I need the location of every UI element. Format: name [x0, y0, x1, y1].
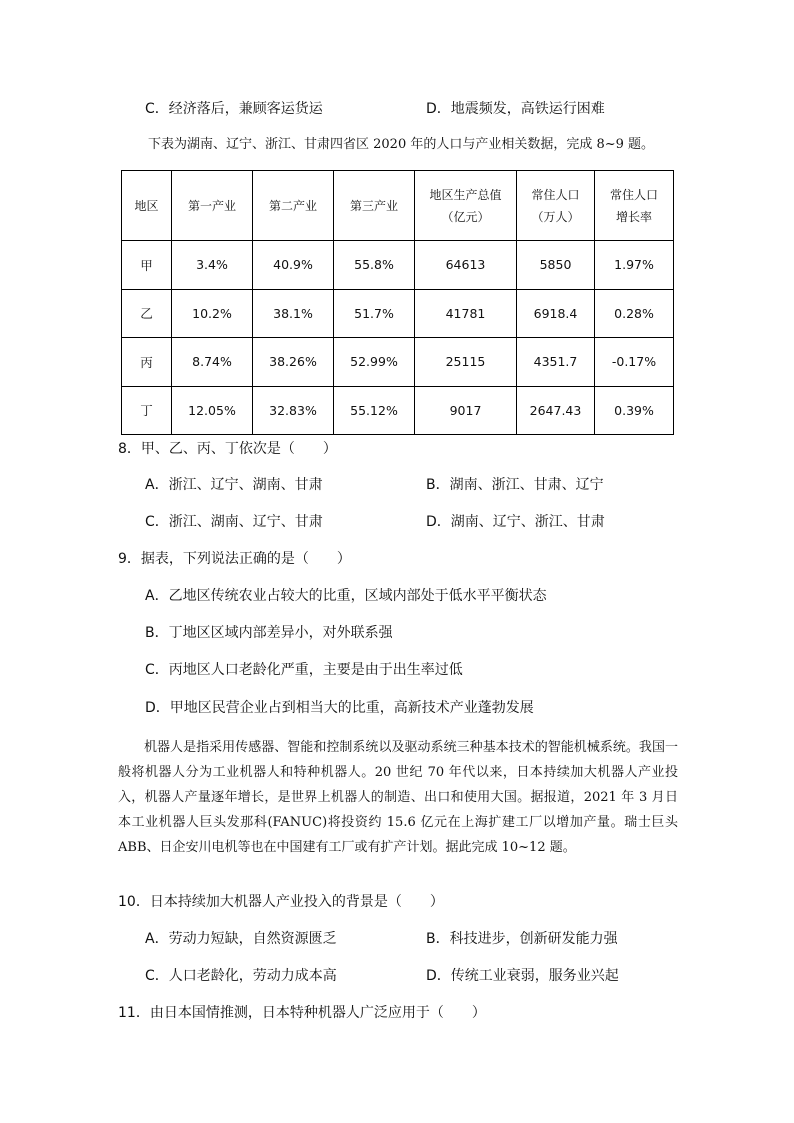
table-cell: 55.8% [334, 241, 415, 290]
table-cell: 6918.4 [517, 289, 595, 338]
header-gdp-line1: 地区生产总值 [429, 187, 502, 202]
table-cell: 4351.7 [517, 338, 595, 387]
header-gdp [415, 171, 517, 241]
q8-option-a: A．浙江、辽宁、湖南、甘肃 [145, 477, 323, 493]
header-population-line1: 常住人口 [531, 187, 580, 202]
header-growth-line1: 常住人口 [609, 187, 658, 202]
q7-option-d: D．地震频发，高铁运行困难 [426, 101, 605, 117]
table-cell: 丁 [122, 386, 172, 435]
table-cell: 12.05% [172, 386, 253, 435]
table-cell: 甲 [122, 241, 172, 290]
table-cell: 3.4% [172, 241, 253, 290]
table-cell: 1.97% [595, 241, 674, 290]
table-cell: 8.74% [172, 338, 253, 387]
header-primary-industry: 第一产业 [172, 171, 253, 241]
table-header-row [122, 171, 674, 241]
header-growth-rate [595, 171, 674, 241]
q10-option-b: B．科技进步，创新研发能力强 [426, 931, 618, 947]
table-cell: 5850 [517, 241, 595, 290]
table-cell: 41781 [415, 289, 517, 338]
q9-option-b: B．丁地区区域内部差异小，对外联系强 [145, 625, 393, 641]
q11-stem: 11．由日本国情推测，日本特种机器人广泛应用于（ ） [118, 1005, 486, 1021]
table-cell: 25115 [415, 338, 517, 387]
table-cell: 64613 [415, 241, 517, 290]
table-intro: 下表为湖南、辽宁、浙江、甘肃四省区 2020 年的人口与产业相关数据，完成 8~9 题。 [148, 137, 655, 152]
q10-option-c: C．人口老龄化，劳动力成本高 [145, 968, 337, 984]
q8-option-d: D．湖南、辽宁、浙江、甘肃 [426, 514, 605, 530]
table-row [122, 338, 674, 387]
table-cell: 52.99% [334, 338, 415, 387]
q9-option-d: D．甲地区民营企业占到相当大的比重，高新技术产业蓬勃发展 [145, 700, 534, 716]
table-cell: 0.39% [595, 386, 674, 435]
header-gdp-line2: （亿元） [441, 209, 490, 224]
q8-option-c: C．浙江、湖南、辽宁、甘肃 [145, 514, 323, 530]
table-cell: 10.2% [172, 289, 253, 338]
q10-stem: 10．日本持续加大机器人产业投入的背景是（ ） [118, 894, 444, 910]
table-cell: 9017 [415, 386, 517, 435]
population-industry-table [121, 170, 674, 435]
table-row [122, 289, 674, 338]
table-cell: 乙 [122, 289, 172, 338]
q8-stem: 8．甲、乙、丙、丁依次是（ ） [118, 441, 337, 457]
header-growth-line2: 增长率 [615, 209, 652, 224]
q10-option-a: A．劳动力短缺，自然资源匮乏 [145, 931, 337, 947]
table-row [122, 241, 674, 290]
q10-option-d: D．传统工业衰弱，服务业兴起 [426, 968, 619, 984]
q9-option-c: C．丙地区人口老龄化严重，主要是由于出生率过低 [145, 662, 463, 678]
header-region: 地区 [122, 171, 172, 241]
reading-passage: 机器人是指采用传感器、智能和控制系统以及驱动系统三种基本技术的智能机械系统。我国一般将机器人分为工业机器人和特种机器人。20 世纪 70 年代以来，日本持续加大机器人产业投入，机器人产量逐年增长，是世界上机器人的制造、出口和使用大国。据报道，2021 年 3 月日本工业机器人巨头发那科(FANUC)将投资约 15.6 亿元在上海扩建工厂以增加产量。瑞士巨头 ABB、日企安川电机等也在中国建有工厂或有扩产计划。据此完成 10~12 题。 [118, 740, 678, 855]
header-secondary-industry: 第二产业 [253, 171, 334, 241]
table-cell: 32.83% [253, 386, 334, 435]
table-cell: -0.17% [595, 338, 674, 387]
table-cell: 0.28% [595, 289, 674, 338]
table-cell: 2647.43 [517, 386, 595, 435]
table-cell: 38.1% [253, 289, 334, 338]
q8-option-b: B．湖南、浙江、甘肃、辽宁 [426, 477, 604, 493]
table-row [122, 386, 674, 435]
table-cell: 丙 [122, 338, 172, 387]
table-cell: 40.9% [253, 241, 334, 290]
q9-option-a: A．乙地区传统农业占较大的比重，区域内部处于低水平平衡状态 [145, 588, 547, 604]
table-cell: 51.7% [334, 289, 415, 338]
table-cell: 55.12% [334, 386, 415, 435]
table-cell: 38.26% [253, 338, 334, 387]
q9-stem: 9．据表，下列说法正确的是（ ） [118, 551, 351, 567]
header-population-line2: （万人） [531, 209, 580, 224]
header-tertiary-industry: 第三产业 [334, 171, 415, 241]
header-population [517, 171, 595, 241]
q7-option-c: C．经济落后，兼顾客运货运 [145, 101, 323, 117]
